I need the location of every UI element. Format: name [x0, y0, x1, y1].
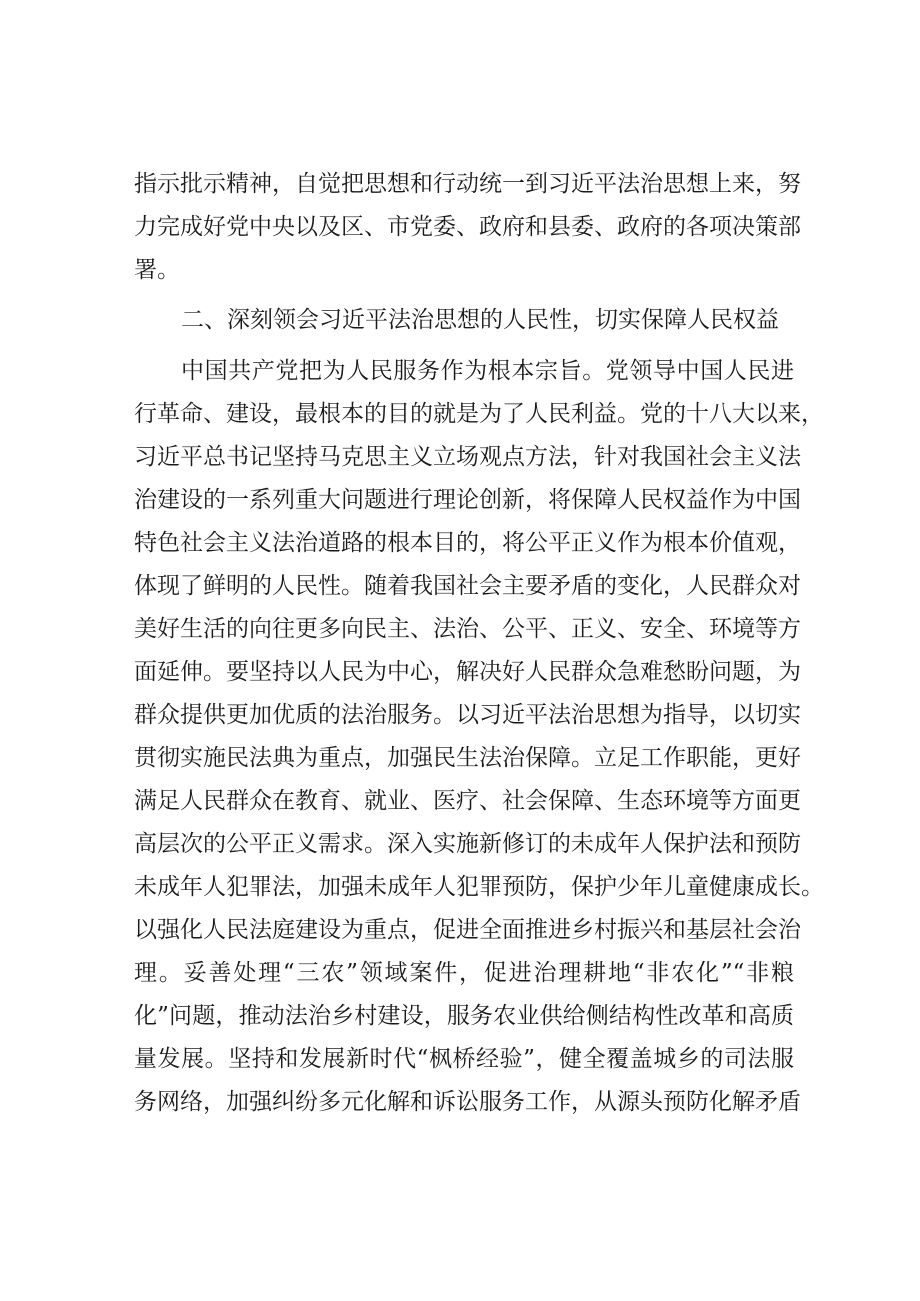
text-line: 美好生活的向往更多向民主、法治、公平、正义、安全、环境等方: [134, 616, 801, 642]
text-line: 高层次的公平正义需求。深入实施新修订的未成年人保护法和预防: [134, 831, 801, 857]
text-line: 量发展。坚持和发展新时代“枫桥经验”，健全覆盖城乡的司法服: [134, 1046, 794, 1072]
text-line: 以强化人民法庭建设为重点，促进全面推进乡村振兴和基层社会治: [134, 917, 801, 943]
text-line: 务网络，加强纠纷多元化解和诉讼服务工作，从源头预防化解矛盾: [134, 1089, 801, 1115]
text-line: 满足人民群众在教育、就业、医疗、社会保障、生态环境等方面更: [134, 788, 801, 814]
text-line: 群众提供更加优质的法治服务。以习近平法治思想为指导，以切实: [134, 702, 801, 728]
text-line: 力完成好党中央以及区、市党委、政府和县委、政府的各项决策部: [134, 214, 801, 240]
text-line: 理。妥善处理“三农”领域案件，促进治理耕地“非农化”“非粮: [134, 960, 794, 986]
text-line: 中国共产党把为人民服务作为根本宗旨。党领导中国人民进: [181, 358, 794, 384]
text-line: 特色社会主义法治道路的根本目的，将公平正义作为根本价值观，: [134, 530, 801, 556]
text-line: 习近平总书记坚持马克思主义立场观点方法，针对我国社会主义法: [134, 444, 801, 470]
text-line: 署。: [134, 257, 180, 283]
text-line: 体现了鲜明的人民性。随着我国社会主要矛盾的变化，人民群众对: [134, 573, 801, 599]
text-line: 指示批示精神，自觉把思想和行动统一到习近平法治思想上来，努: [134, 171, 801, 197]
text-line: 贯彻实施民法典为重点，加强民生法治保障。立足工作职能，更好: [134, 745, 801, 771]
text-line: 行革命、建设，最根本的目的就是为了人民利益。党的十八大以来，: [134, 401, 824, 427]
text-line: 化”问题，推动法治乡村建设，服务农业供给侧结构性改革和高质: [134, 1003, 794, 1029]
section-heading: 二、深刻领会习近平法治思想的人民性，切实保障人民权益: [181, 307, 779, 333]
text-line: 面延伸。要坚持以人民为中心，解决好人民群众急难愁盼问题，为: [134, 659, 801, 685]
text-line: 未成年人犯罪法，加强未成年人犯罪预防，保护少年儿童健康成长。: [134, 874, 824, 900]
text-line: 治建设的一系列重大问题进行理论创新，将保障人民权益作为中国: [134, 487, 801, 513]
